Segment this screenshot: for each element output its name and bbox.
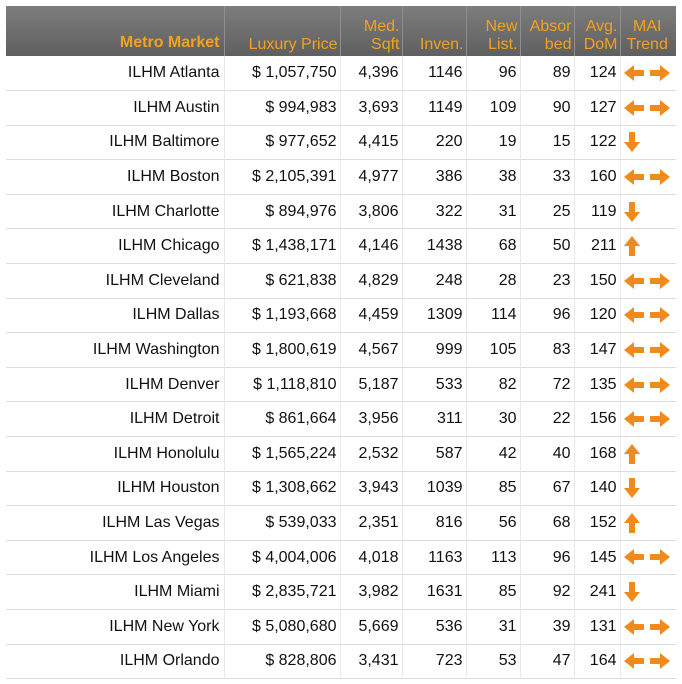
market-cell: ILHM Boston [6, 160, 224, 195]
sqft-cell: 3,956 [340, 402, 402, 437]
sideways-icon [623, 99, 671, 117]
market-cell: ILHM Washington [6, 333, 224, 368]
sqft-cell: 2,532 [340, 437, 402, 472]
trend-cell [620, 575, 676, 610]
sqft-cell: 3,431 [340, 644, 402, 679]
table-row [6, 160, 676, 195]
new-listings-cell: 85 [466, 471, 520, 506]
absorbed-cell: 92 [520, 575, 574, 610]
sqft-cell: 3,982 [340, 575, 402, 610]
header-luxury-price: Luxury Price [224, 6, 340, 56]
sideways-icon [623, 410, 671, 428]
dom-cell: 122 [574, 125, 620, 160]
price-cell: $ 2,835,721 [224, 575, 340, 610]
sqft-cell: 4,977 [340, 160, 402, 195]
dom-cell: 211 [574, 229, 620, 264]
sqft-cell: 5,187 [340, 367, 402, 402]
sideways-icon [623, 376, 671, 394]
sqft-cell: 4,396 [340, 56, 402, 91]
sideways-icon [623, 168, 671, 186]
sqft-cell: 3,806 [340, 194, 402, 229]
sqft-cell: 4,415 [340, 125, 402, 160]
table-row [6, 402, 676, 437]
table-row [6, 540, 676, 575]
trend-cell [620, 91, 676, 126]
market-table-panel [6, 6, 676, 682]
absorbed-cell: 15 [520, 125, 574, 160]
inventory-cell: 536 [402, 610, 466, 645]
inventory-cell: 1146 [402, 56, 466, 91]
absorbed-cell: 83 [520, 333, 574, 368]
price-cell: $ 1,565,224 [224, 437, 340, 472]
dom-cell: 168 [574, 437, 620, 472]
inventory-cell: 999 [402, 333, 466, 368]
table-row [6, 367, 676, 402]
new-listings-cell: 85 [466, 575, 520, 610]
absorbed-cell: 50 [520, 229, 574, 264]
inventory-cell: 311 [402, 402, 466, 437]
dom-cell: 131 [574, 610, 620, 645]
trend-cell [620, 367, 676, 402]
dom-cell: 127 [574, 91, 620, 126]
inventory-cell: 1163 [402, 540, 466, 575]
header-inventory: Inven. [402, 6, 466, 56]
price-cell: $ 1,118,810 [224, 367, 340, 402]
table-row [6, 125, 676, 160]
table-row [6, 229, 676, 264]
market-cell: ILHM Atlanta [6, 56, 224, 91]
price-cell: $ 621,838 [224, 264, 340, 299]
new-listings-cell: 82 [466, 367, 520, 402]
inventory-cell: 220 [402, 125, 466, 160]
sideways-icon [623, 341, 671, 359]
price-cell: $ 539,033 [224, 506, 340, 541]
new-listings-cell: 53 [466, 644, 520, 679]
market-cell: ILHM Denver [6, 367, 224, 402]
table-header [6, 6, 676, 56]
new-listings-cell: 113 [466, 540, 520, 575]
market-cell: ILHM Houston [6, 471, 224, 506]
market-cell: ILHM Las Vegas [6, 506, 224, 541]
absorbed-cell: 23 [520, 264, 574, 299]
trend-cell [620, 264, 676, 299]
inventory-cell: 533 [402, 367, 466, 402]
table-row [6, 194, 676, 229]
new-listings-cell: 19 [466, 125, 520, 160]
dom-cell: 119 [574, 194, 620, 229]
dom-cell: 135 [574, 367, 620, 402]
price-cell: $ 828,806 [224, 644, 340, 679]
trend-cell [620, 194, 676, 229]
inventory-cell: 816 [402, 506, 466, 541]
absorbed-cell: 25 [520, 194, 574, 229]
table-body [6, 56, 676, 679]
sqft-cell: 4,146 [340, 229, 402, 264]
absorbed-cell: 67 [520, 471, 574, 506]
header-absorbed: Absor bed [520, 6, 574, 56]
trend-cell [620, 437, 676, 472]
sqft-cell: 4,459 [340, 298, 402, 333]
inventory-cell: 1438 [402, 229, 466, 264]
price-cell: $ 5,080,680 [224, 610, 340, 645]
absorbed-cell: 89 [520, 56, 574, 91]
inventory-cell: 1149 [402, 91, 466, 126]
dom-cell: 124 [574, 56, 620, 91]
market-cell: ILHM Orlando [6, 644, 224, 679]
trend-cell [620, 644, 676, 679]
new-listings-cell: 30 [466, 402, 520, 437]
up-arrow-icon [623, 512, 641, 534]
inventory-cell: 1039 [402, 471, 466, 506]
new-listings-cell: 109 [466, 91, 520, 126]
absorbed-cell: 68 [520, 506, 574, 541]
sqft-cell: 3,693 [340, 91, 402, 126]
market-cell: ILHM Cleveland [6, 264, 224, 299]
trend-cell [620, 471, 676, 506]
down-arrow-icon [623, 581, 641, 603]
price-cell: $ 977,652 [224, 125, 340, 160]
dom-cell: 145 [574, 540, 620, 575]
absorbed-cell: 96 [520, 540, 574, 575]
price-cell: $ 861,664 [224, 402, 340, 437]
new-listings-cell: 114 [466, 298, 520, 333]
price-cell: $ 1,193,668 [224, 298, 340, 333]
table-row [6, 610, 676, 645]
table-row [6, 91, 676, 126]
new-listings-cell: 42 [466, 437, 520, 472]
absorbed-cell: 22 [520, 402, 574, 437]
dom-cell: 156 [574, 402, 620, 437]
market-cell: ILHM Honolulu [6, 437, 224, 472]
sideways-icon [623, 306, 671, 324]
price-cell: $ 4,004,006 [224, 540, 340, 575]
market-cell: ILHM Los Angeles [6, 540, 224, 575]
price-cell: $ 1,438,171 [224, 229, 340, 264]
sideways-icon [623, 652, 671, 670]
new-listings-cell: 56 [466, 506, 520, 541]
market-cell: ILHM Miami [6, 575, 224, 610]
trend-cell [620, 229, 676, 264]
new-listings-cell: 28 [466, 264, 520, 299]
market-cell: ILHM Baltimore [6, 125, 224, 160]
price-cell: $ 2,105,391 [224, 160, 340, 195]
table-row [6, 333, 676, 368]
trend-cell [620, 506, 676, 541]
table-row [6, 56, 676, 91]
absorbed-cell: 96 [520, 298, 574, 333]
sideways-icon [623, 618, 671, 636]
new-listings-cell: 31 [466, 610, 520, 645]
market-cell: ILHM Austin [6, 91, 224, 126]
dom-cell: 147 [574, 333, 620, 368]
inventory-cell: 723 [402, 644, 466, 679]
down-arrow-icon [623, 131, 641, 153]
header-mai-trend: MAI Trend [620, 6, 676, 56]
market-cell: ILHM Charlotte [6, 194, 224, 229]
sideways-icon [623, 548, 671, 566]
trend-cell [620, 402, 676, 437]
down-arrow-icon [623, 201, 641, 223]
header-avg-dom: Avg. DoM [574, 6, 620, 56]
down-arrow-icon [623, 477, 641, 499]
absorbed-cell: 33 [520, 160, 574, 195]
absorbed-cell: 90 [520, 91, 574, 126]
price-cell: $ 894,976 [224, 194, 340, 229]
price-cell: $ 1,057,750 [224, 56, 340, 91]
header-new-listings: New List. [466, 6, 520, 56]
market-cell: ILHM Detroit [6, 402, 224, 437]
inventory-cell: 386 [402, 160, 466, 195]
trend-cell [620, 56, 676, 91]
header-metro-market: Metro Market [6, 6, 224, 56]
trend-cell [620, 160, 676, 195]
up-arrow-icon [623, 235, 641, 257]
market-cell: ILHM Dallas [6, 298, 224, 333]
sqft-cell: 4,018 [340, 540, 402, 575]
table-row [6, 437, 676, 472]
absorbed-cell: 47 [520, 644, 574, 679]
table-row [6, 506, 676, 541]
dom-cell: 164 [574, 644, 620, 679]
table-row [6, 471, 676, 506]
new-listings-cell: 68 [466, 229, 520, 264]
sqft-cell: 3,943 [340, 471, 402, 506]
new-listings-cell: 38 [466, 160, 520, 195]
dom-cell: 241 [574, 575, 620, 610]
inventory-cell: 248 [402, 264, 466, 299]
dom-cell: 140 [574, 471, 620, 506]
trend-cell [620, 125, 676, 160]
dom-cell: 152 [574, 506, 620, 541]
sideways-icon [623, 64, 671, 82]
dom-cell: 160 [574, 160, 620, 195]
absorbed-cell: 39 [520, 610, 574, 645]
sideways-icon [623, 272, 671, 290]
new-listings-cell: 105 [466, 333, 520, 368]
table-row [6, 298, 676, 333]
dom-cell: 150 [574, 264, 620, 299]
price-cell: $ 1,308,662 [224, 471, 340, 506]
sqft-cell: 5,669 [340, 610, 402, 645]
trend-cell [620, 333, 676, 368]
new-listings-cell: 96 [466, 56, 520, 91]
sqft-cell: 4,567 [340, 333, 402, 368]
inventory-cell: 587 [402, 437, 466, 472]
sqft-cell: 2,351 [340, 506, 402, 541]
up-arrow-icon [623, 443, 641, 465]
sqft-cell: 4,829 [340, 264, 402, 299]
header-med-sqft: Med. Sqft [340, 6, 402, 56]
dom-cell: 120 [574, 298, 620, 333]
inventory-cell: 1631 [402, 575, 466, 610]
inventory-cell: 1309 [402, 298, 466, 333]
trend-cell [620, 540, 676, 575]
absorbed-cell: 40 [520, 437, 574, 472]
price-cell: $ 994,983 [224, 91, 340, 126]
inventory-cell: 322 [402, 194, 466, 229]
new-listings-cell: 31 [466, 194, 520, 229]
trend-cell [620, 298, 676, 333]
price-cell: $ 1,800,619 [224, 333, 340, 368]
market-cell: ILHM New York [6, 610, 224, 645]
absorbed-cell: 72 [520, 367, 574, 402]
trend-cell [620, 610, 676, 645]
market-cell: ILHM Chicago [6, 229, 224, 264]
table-row [6, 575, 676, 610]
luxury-market-table [6, 6, 676, 679]
table-row [6, 644, 676, 679]
table-row [6, 264, 676, 299]
